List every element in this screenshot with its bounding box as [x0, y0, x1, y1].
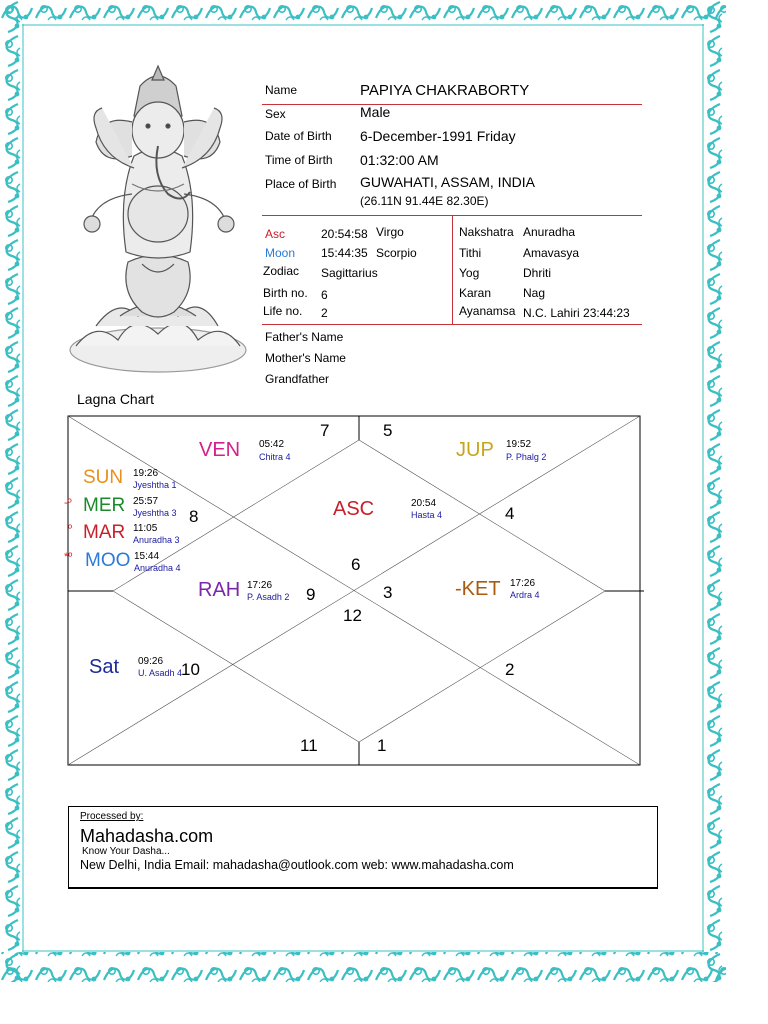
ayanamsa-label: Ayanamsa [459, 304, 516, 318]
planet-moo-nakshatra: Anuradha 4 [134, 563, 181, 573]
footer-underline [68, 888, 658, 889]
mother-label: Mother's Name [265, 351, 346, 365]
house-number: 6 [351, 555, 361, 574]
planet-mer-time: 25:57 [133, 496, 159, 507]
planet-moo-time: 15:44 [134, 551, 160, 562]
karan-value: Nag [523, 286, 546, 300]
planet-mer: MER [83, 495, 126, 516]
father-label: Father's Name [265, 330, 344, 344]
planet-jup: JUP [456, 439, 494, 461]
name-label: Name [265, 83, 298, 97]
planet-mar-time: 11:05 [133, 523, 158, 534]
zodiac-label: Zodiac [263, 264, 300, 278]
birthno-value: 6 [321, 288, 328, 302]
chart-title: Lagna Chart [77, 391, 155, 407]
planet-rah: RAH [198, 579, 241, 601]
sex-label: Sex [265, 107, 286, 121]
brand-name: Mahadasha.com [80, 826, 214, 846]
yog-label: Yog [459, 266, 480, 280]
retrograde-mark: -º [64, 497, 72, 509]
planet-sat: Sat [89, 656, 120, 678]
grandfather-label: Grandfather [265, 372, 330, 386]
planet-mar: MAR [83, 522, 126, 543]
planet-moo: MOO [85, 550, 131, 571]
asc-label: Asc [265, 227, 286, 241]
house-number: 9 [306, 585, 316, 604]
planet-sun: SUN [83, 467, 124, 488]
planet-rah-nakshatra: P. Asadh 2 [247, 592, 290, 602]
planet-ven: VEN [199, 439, 241, 461]
sex-value: Male [360, 104, 391, 120]
house-number: 8 [189, 507, 199, 526]
tob-value: 01:32:00 AM [360, 152, 439, 168]
planet-asc-nakshatra: Hasta 4 [411, 510, 443, 520]
house-number: 1 [377, 736, 387, 755]
house-number: 2 [505, 660, 515, 679]
yog-value: Dhriti [523, 266, 552, 280]
planet-mer-nakshatra: Jyeshtha 3 [133, 508, 177, 518]
zodiac-value: Sagittarius [321, 266, 378, 280]
house-number: 3 [383, 583, 393, 602]
pob-label: Place of Birth [265, 177, 337, 191]
house-number: 10 [181, 660, 200, 679]
planet-rah-time: 17:26 [247, 580, 273, 591]
nakshatra-value: Anuradha [523, 225, 576, 239]
planet-jup-time: 19:52 [506, 439, 532, 450]
tob-label: Time of Birth [265, 153, 333, 167]
house-number: 4 [505, 504, 515, 523]
dob-value: 6-December-1991 Friday [360, 128, 516, 144]
planet-ven-nakshatra: Chitra 4 [259, 452, 291, 462]
planet-ket-time: 17:26 [510, 578, 536, 589]
tithi-label: Tithi [459, 246, 482, 260]
nakshatra-label: Nakshatra [459, 225, 514, 239]
ayanamsa-value: N.C. Lahiri 23:44:23 [523, 306, 630, 320]
planet-sat-nakshatra: U. Asadh 4 [138, 668, 183, 678]
asc-time: 20:54:58 [321, 227, 368, 241]
karan-label: Karan [459, 286, 492, 300]
asc-sign: Virgo [376, 225, 404, 239]
lifeno-value: 2 [321, 306, 328, 320]
pob-value: GUWAHATI, ASSAM, INDIA [360, 174, 536, 190]
moon-time: 15:44:35 [321, 246, 368, 260]
planet-asc-time: 20:54 [411, 498, 437, 509]
retrograde-mark: *º [64, 551, 73, 563]
house-number: 5 [383, 421, 393, 440]
retrograde-mark: º [68, 523, 73, 535]
lifeno-label: Life no. [263, 304, 303, 318]
planet-ven-time: 05:42 [259, 439, 285, 450]
planet-asc: ASC [333, 498, 375, 520]
brand-tagline: Know Your Dasha... [82, 846, 170, 857]
moon-label: Moon [265, 246, 296, 260]
planet-sun-nakshatra: Jyeshtha 1 [133, 480, 177, 490]
house-number: 12 [343, 606, 362, 625]
birthno-label: Birth no. [263, 286, 308, 300]
planet-ket: -KET [455, 578, 501, 600]
coordinates: (26.11N 91.44E 82.30E) [360, 194, 489, 208]
planet-sun-time: 19:26 [133, 468, 159, 479]
planet-sat-time: 09:26 [138, 656, 164, 667]
name-value: PAPIYA CHAKRABORTY [360, 82, 530, 99]
house-number: 11 [300, 736, 318, 755]
contact-info: New Delhi, India Email: mahadasha@outlook.com web: www.mahadasha.com [80, 858, 514, 872]
planet-ket-nakshatra: Ardra 4 [510, 590, 540, 600]
processed-by-label: Processed by: [80, 811, 144, 822]
planet-mar-nakshatra: Anuradha 3 [133, 535, 180, 545]
dob-label: Date of Birth [265, 129, 332, 143]
house-number: 7 [320, 421, 330, 440]
tithi-value: Amavasya [523, 246, 580, 260]
planet-jup-nakshatra: P. Phalg 2 [506, 452, 547, 462]
moon-sign: Scorpio [376, 246, 417, 260]
